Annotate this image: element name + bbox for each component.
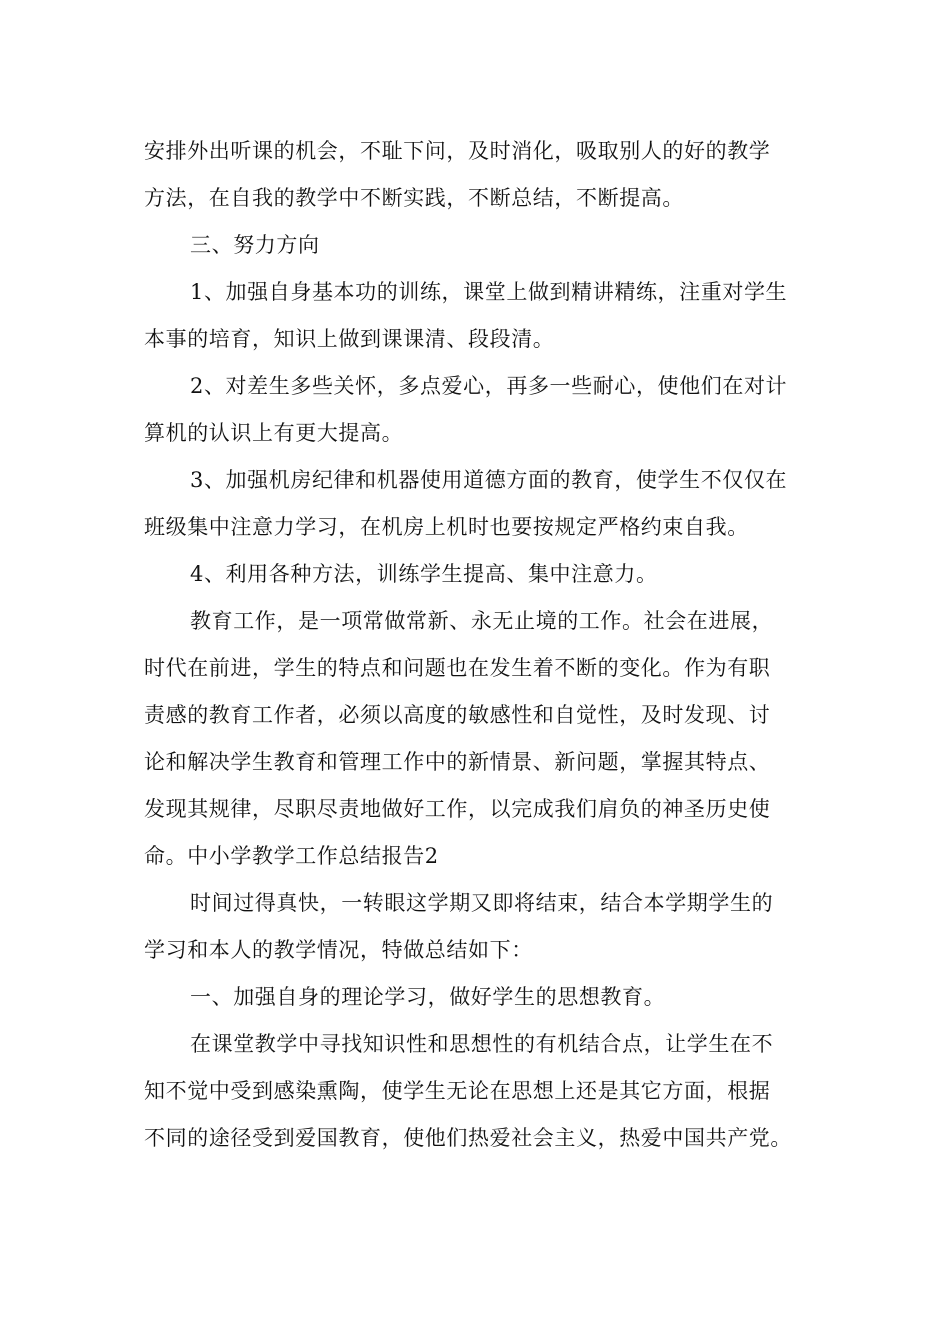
paragraph-start: 时间过得真快，一转眼这学期又即将结束，结合本学期学生的: [190, 891, 774, 915]
text-line-21: 知不觉中受到感染熏陶，使学生无论在思想上还是其它方面，根据: [144, 1079, 771, 1103]
list-item-1: 1、加强自身基本功的训练，课堂上做到精讲精练，注重对学生: [190, 280, 788, 304]
text-line-2: 方法，在自我的教学中不断实践，不断总结，不断提高。: [144, 186, 684, 210]
text-line-14: 论和解决学生教育和管理工作中的新情景、新问题，掌握其特点、: [144, 750, 771, 774]
text-line-18: 学习和本人的教学情况，特做总结如下：: [144, 938, 533, 962]
list-item-3: 3、加强机房纪律和机器使用道德方面的教育，使学生不仅仅在: [190, 468, 788, 492]
paragraph-start: 教育工作，是一项常做常新、永无止境的工作。社会在进展，: [190, 609, 774, 633]
text-line-12: 时代在前进，学生的特点和问题也在发生着不断的变化。作为有职: [144, 656, 771, 680]
section-heading-1: 一、加强自身的理论学习，做好学生的思想教育。: [190, 985, 666, 1009]
text-line-5: 本事的培育，知识上做到课课清、段段清。: [144, 327, 555, 351]
text-line-22: 不同的途径受到爱国教育，使他们热爱社会主义，热爱中国共产党。: [144, 1126, 792, 1150]
text-line-15: 发现其规律，尽职尽责地做好工作，以完成我们肩负的神圣历史使: [144, 797, 771, 821]
report-title-line: 命。中小学教学工作总结报告2: [144, 844, 439, 868]
text-line-9: 班级集中注意力学习，在机房上机时也要按规定严格约束自我。: [144, 515, 749, 539]
list-item-2: 2、对差生多些关怀，多点爱心，再多一些耐心，使他们在对计: [190, 374, 788, 398]
text-line-1: 安排外出听课的机会，不耻下问，及时消化，吸取别人的好的教学: [144, 139, 771, 163]
document-body: [144, 128, 808, 1162]
list-item-4: 4、利用各种方法，训练学生提高、集中注意力。: [190, 562, 658, 586]
text-line-13: 责感的教育工作者，必须以高度的敏感性和自觉性，及时发现、讨: [144, 703, 771, 727]
section-heading-3: 三、努力方向: [190, 233, 320, 257]
paragraph-start: 在课堂教学中寻找知识性和思想性的有机结合点，让学生在不: [190, 1032, 774, 1056]
text-line-7: 算机的认识上有更大提高。: [144, 421, 404, 445]
